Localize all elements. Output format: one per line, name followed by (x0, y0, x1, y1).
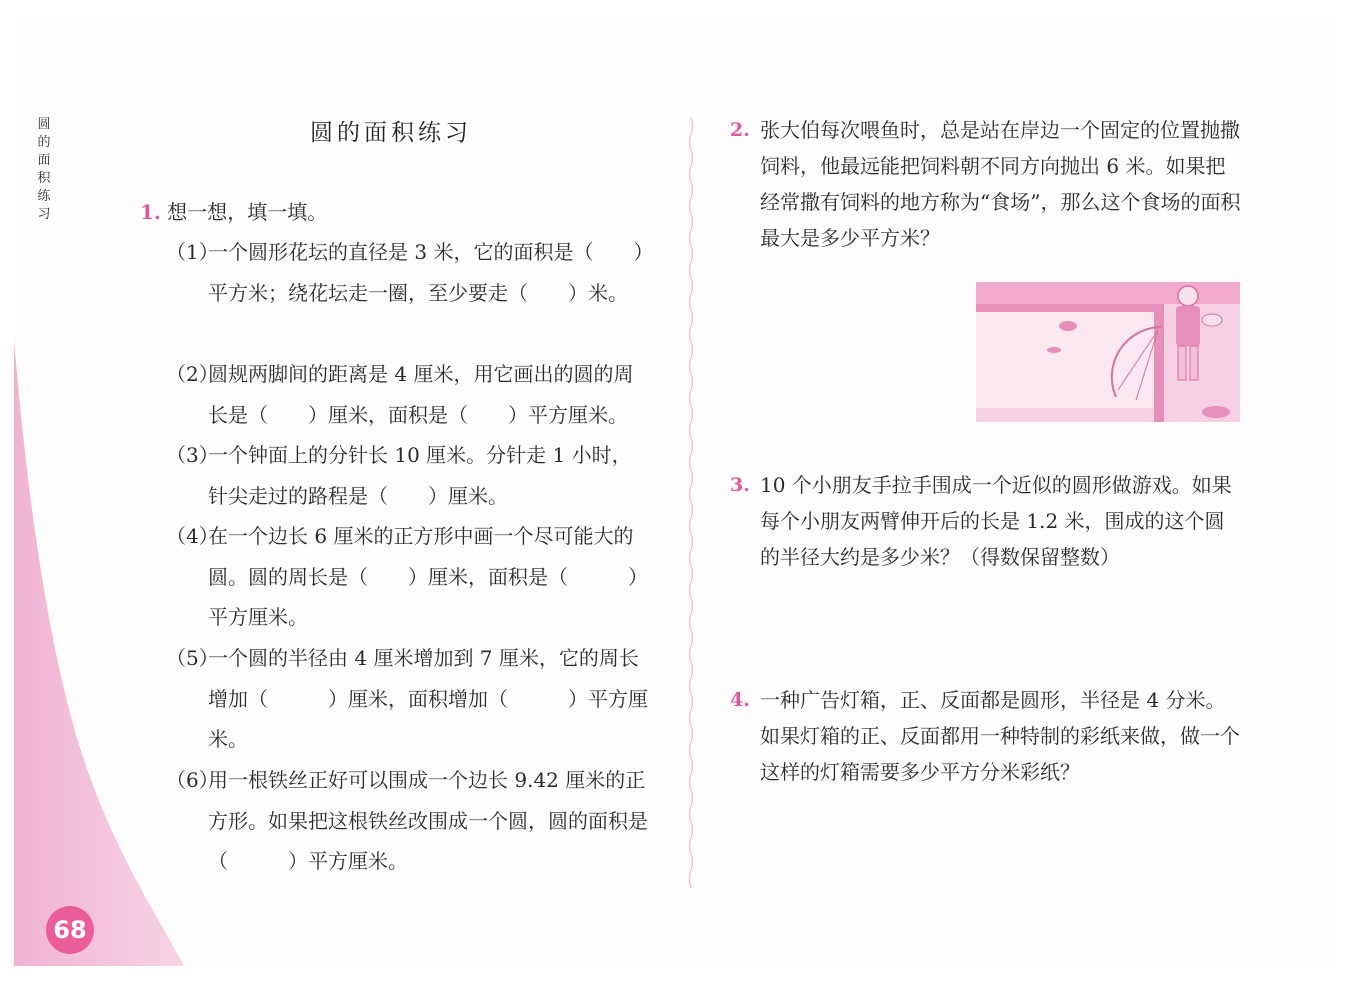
question-3-text: 10 个小朋友手拉手围成一个近似的圆形做游戏。如果每个小朋友两臂伸开后的长是 1.2 米，围成的这个圆的半径大约是多少米？（得数保留整数） (760, 473, 1232, 569)
subquestion-2 (166, 354, 650, 435)
subquestion-4 (166, 516, 650, 638)
subquestion-text: 一个圆形花坛的直径是 3 米，它的面积是（ ）平方米；绕花坛走一圈，至少要走（ ）米。 (208, 240, 644, 305)
question-number: 4. (730, 689, 750, 711)
question-1-instruction: 想一想，填一填。 (167, 200, 328, 224)
question-4-text: 一种广告灯箱，正、反面都是圆形，半径是 4 分米。如果灯箱的正、反面都用一种特制的彩纸来做，做一个这样的灯箱需要多少平方分米彩纸？ (760, 688, 1240, 784)
subquestion-6 (166, 760, 650, 882)
question-4 (730, 682, 1242, 790)
page-divider (688, 118, 694, 888)
subquestion-3 (166, 435, 650, 516)
page-title: 圆的面积练习 (310, 120, 472, 146)
question-number: 2. (730, 119, 750, 141)
side-chapter-title: 圆的面积练习 (37, 117, 51, 222)
page-number-badge: 68 (46, 906, 94, 954)
subquestion-number: （4） (166, 524, 219, 548)
question-2 (730, 112, 1242, 256)
subquestion-number: （2） (166, 362, 219, 386)
subquestion-number: （3） (166, 443, 219, 467)
subquestion-text: 一个钟面上的分针长 10 厘米。分针走 1 小时，针尖走过的路程是（ ）厘米。 (208, 443, 632, 508)
subquestion-text: 一个圆的半径由 4 厘米增加到 7 厘米，它的周长增加（ ）厘米，面积增加（ ）平方厘米。 (208, 646, 648, 751)
question-2-text: 张大伯每次喂鱼时，总是站在岸边一个固定的位置抛撒饲料，他最远能把饲料朝不同方向抛出 6 米。如果把经常撒有饲料的地方称为“食场”，那么这个食场的面积最大是多少平方米？ (760, 118, 1241, 250)
subquestion-number: （6） (166, 768, 219, 792)
fish-feeding-illustration (976, 282, 1240, 422)
subquestion-text: 用一根铁丝正好可以围成一个边长 9.42 厘米的正方形。如果把这根铁丝改围成一个圆，圆的面积是（ ）平方厘米。 (208, 768, 648, 873)
question-number: 3. (730, 474, 750, 496)
subquestion-1 (166, 232, 650, 313)
question-number: 1. (140, 200, 161, 224)
subquestion-number: （5） (166, 646, 219, 670)
subquestion-5 (166, 638, 650, 760)
decorative-pink-band (14, 340, 184, 966)
question-3 (730, 467, 1242, 575)
subquestion-number: （1） (166, 240, 219, 264)
subquestion-text: 在一个边长 6 厘米的正方形中画一个尽可能大的圆。圆的周长是（ ）厘米，面积是（ ）平方厘米。 (208, 524, 648, 629)
subquestion-text: 圆规两脚间的距离是 4 厘米，用它画出的圆的周长是（ ）厘米，面积是（ ）平方厘米。 (208, 362, 634, 427)
question-1-heading (140, 196, 327, 225)
